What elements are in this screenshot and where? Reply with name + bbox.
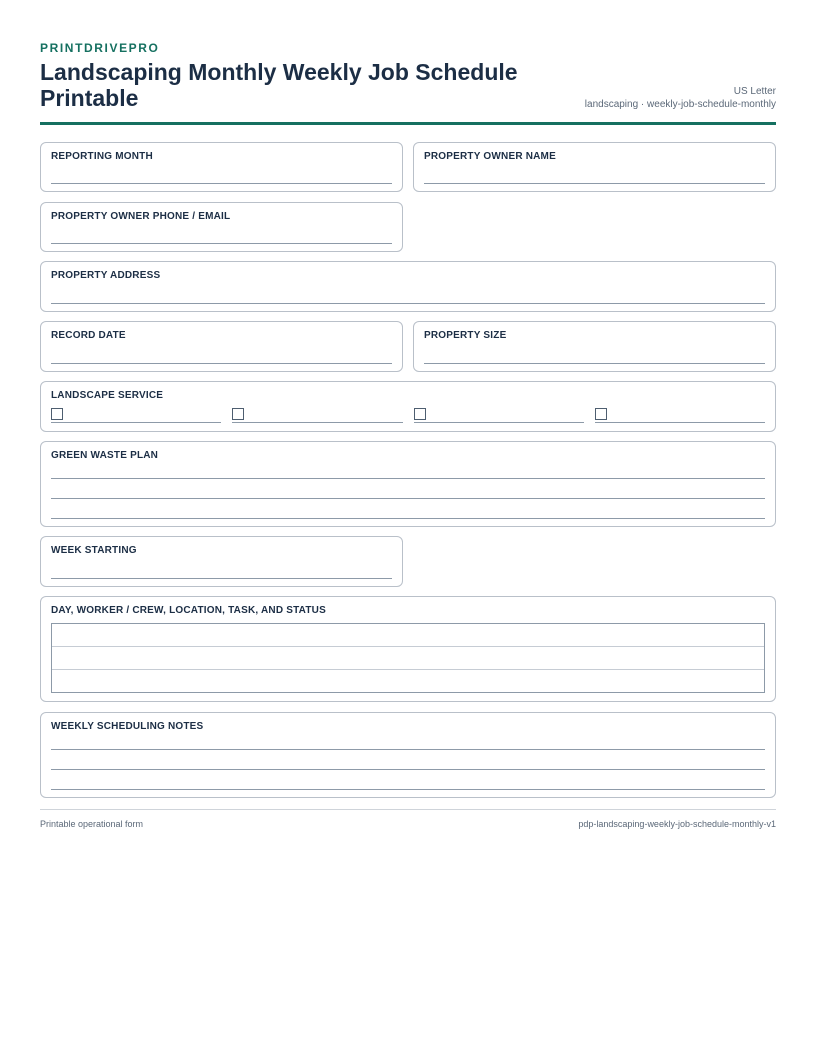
landscape-service-field bbox=[40, 381, 776, 432]
document-tags: landscaping · weekly-job-schedule-monthly bbox=[584, 99, 776, 110]
record-date-field[interactable] bbox=[40, 321, 403, 372]
checkbox-3[interactable] bbox=[414, 408, 426, 420]
green-waste-plan-line-2[interactable] bbox=[51, 498, 765, 499]
week-starting-field[interactable] bbox=[40, 536, 403, 587]
header-rule bbox=[40, 122, 776, 125]
property-address-field[interactable] bbox=[40, 261, 776, 312]
property-owner-contact-field[interactable] bbox=[40, 202, 403, 252]
green-waste-plan-line-3[interactable] bbox=[51, 518, 765, 519]
service-option-1-line[interactable] bbox=[51, 422, 221, 423]
property-owner-name-field[interactable] bbox=[413, 142, 776, 192]
weekly-notes-label: WEEKLY SCHEDULING NOTES bbox=[51, 721, 204, 732]
footer-rule bbox=[40, 809, 776, 810]
schedule-table-field bbox=[40, 596, 776, 702]
week-starting-label: WEEK STARTING bbox=[51, 545, 137, 556]
reporting-month-line[interactable] bbox=[51, 183, 392, 184]
green-waste-plan-line-1[interactable] bbox=[51, 478, 765, 479]
paper-size: US Letter bbox=[733, 86, 776, 97]
table-row[interactable] bbox=[52, 624, 764, 647]
service-option-4[interactable] bbox=[595, 408, 765, 424]
table-row[interactable] bbox=[52, 670, 764, 693]
property-size-field[interactable] bbox=[413, 321, 776, 372]
schedule-table-label: DAY, WORKER / CREW, LOCATION, TASK, AND STATUS bbox=[51, 605, 326, 616]
service-option-3[interactable] bbox=[414, 408, 584, 424]
record-date-label: RECORD DATE bbox=[51, 330, 126, 341]
checkbox-4[interactable] bbox=[595, 408, 607, 420]
property-address-line[interactable] bbox=[51, 303, 765, 304]
checkbox-1[interactable] bbox=[51, 408, 63, 420]
form-id: pdp-landscaping-weekly-job-schedule-monthly-v1 bbox=[578, 819, 776, 829]
property-address-label: PROPERTY ADDRESS bbox=[51, 270, 161, 281]
property-size-line[interactable] bbox=[424, 363, 765, 364]
green-waste-plan-field[interactable] bbox=[40, 441, 776, 527]
weekly-notes-line-2[interactable] bbox=[51, 769, 765, 770]
property-owner-name-label: PROPERTY OWNER NAME bbox=[424, 151, 556, 162]
weekly-notes-line-3[interactable] bbox=[51, 789, 765, 790]
property-owner-contact-label: PROPERTY OWNER PHONE / EMAIL bbox=[51, 211, 231, 222]
service-option-3-line[interactable] bbox=[414, 422, 584, 423]
record-date-line[interactable] bbox=[51, 363, 392, 364]
table-row[interactable] bbox=[52, 647, 764, 670]
reporting-month-label: REPORTING MONTH bbox=[51, 151, 153, 162]
brand-name: PRINTDRIVEPRO bbox=[40, 41, 160, 55]
service-option-4-line[interactable] bbox=[595, 422, 765, 423]
weekly-notes-line-1[interactable] bbox=[51, 749, 765, 750]
document-meta bbox=[585, 85, 776, 111]
footer-caption: Printable operational form bbox=[40, 819, 144, 829]
weekly-notes-field[interactable] bbox=[40, 712, 776, 798]
schedule-table bbox=[51, 623, 765, 693]
green-waste-plan-label: GREEN WASTE PLAN bbox=[51, 450, 159, 461]
property-owner-name-line[interactable] bbox=[424, 183, 765, 184]
property-owner-contact-line[interactable] bbox=[51, 243, 392, 244]
service-option-2[interactable] bbox=[232, 408, 403, 424]
checkbox-2[interactable] bbox=[232, 408, 244, 420]
landscape-service-label: LANDSCAPE SERVICE bbox=[51, 390, 164, 401]
property-size-label: PROPERTY SIZE bbox=[424, 330, 507, 341]
service-option-1[interactable] bbox=[51, 408, 221, 424]
reporting-month-field[interactable] bbox=[40, 142, 403, 192]
page-title: Landscaping Monthly Weekly Job Schedule Printable bbox=[40, 59, 518, 111]
service-option-2-line[interactable] bbox=[232, 422, 403, 423]
week-starting-line[interactable] bbox=[51, 578, 392, 579]
